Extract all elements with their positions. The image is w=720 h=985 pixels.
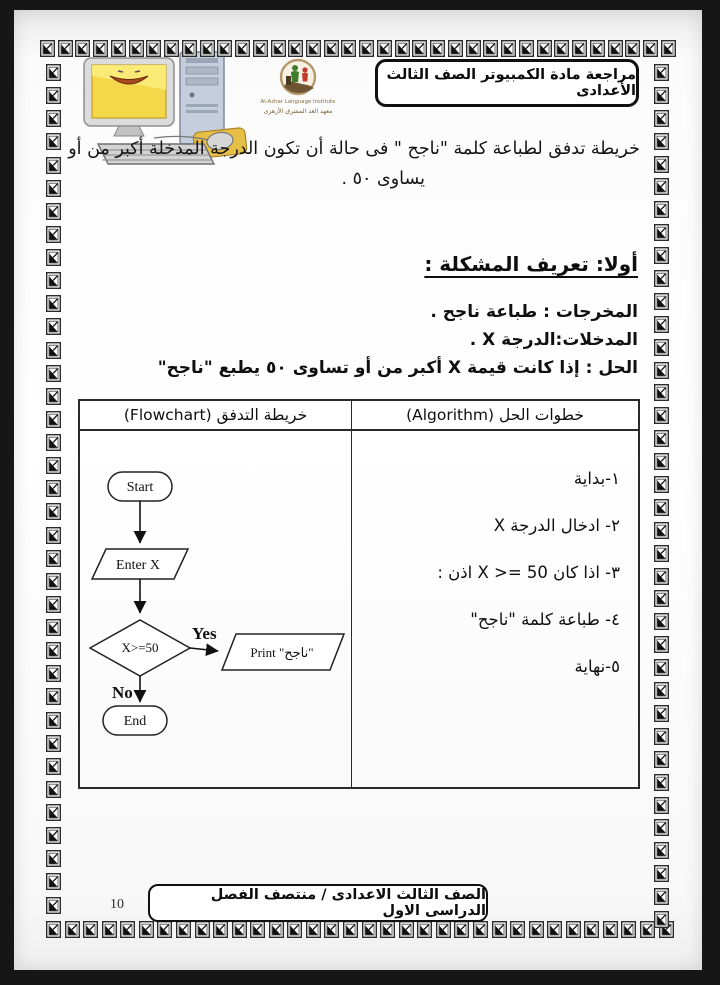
- diagonal-square-icon: [324, 921, 339, 938]
- diagonal-square-icon: [554, 40, 569, 57]
- diagonal-square-icon: [430, 40, 445, 57]
- header-title: مراجعة مادة الكمبيوتر الصف الثالث الأعدادى: [386, 67, 636, 99]
- diagonal-square-icon: [306, 921, 321, 938]
- diagonal-square-icon: [65, 921, 80, 938]
- diagonal-square-icon: [603, 921, 618, 938]
- diagonal-square-icon: [547, 921, 562, 938]
- diagonal-square-icon: [654, 430, 669, 447]
- diagonal-square-icon: [654, 819, 669, 836]
- diagonal-square-icon: [306, 40, 321, 57]
- diagonal-square-icon: [46, 712, 61, 729]
- diagonal-square-icon: [129, 40, 144, 57]
- diagonal-square-icon: [483, 40, 498, 57]
- diagonal-square-icon: [510, 921, 525, 938]
- diagonal-square-icon: [46, 295, 61, 312]
- diagonal-square-icon: [654, 911, 669, 928]
- diagonal-square-icon: [46, 503, 61, 520]
- print-label: Print "ناجح": [250, 645, 314, 660]
- algorithm-step: ٣- اذا كان X >= 50 اذن :: [437, 563, 620, 582]
- diagonal-square-icon: [654, 499, 669, 516]
- intro-paragraph: [70, 134, 640, 194]
- diagonal-square-icon: [654, 728, 669, 745]
- algorithm-step: ٤- طباعة كلمة "ناجح": [470, 610, 620, 629]
- diagonal-square-icon: [46, 87, 61, 104]
- diagonal-square-icon: [492, 921, 507, 938]
- logo-name-en: Al-Azhar Language Institute: [260, 99, 336, 105]
- diagonal-square-icon: [654, 545, 669, 562]
- border-icon-strip-bottom: [46, 921, 674, 938]
- diagonal-square-icon: [654, 705, 669, 722]
- diagonal-square-icon: [46, 434, 61, 451]
- diagonal-square-icon: [217, 40, 232, 57]
- diagonal-square-icon: [661, 40, 676, 57]
- diagonal-square-icon: [46, 365, 61, 382]
- diagonal-square-icon: [271, 40, 286, 57]
- footer-box: [148, 884, 488, 922]
- diagonal-square-icon: [46, 64, 61, 81]
- diagonal-square-icon: [46, 133, 61, 150]
- diagonal-square-icon: [232, 921, 247, 938]
- flowchart-algorithm-table: [78, 399, 640, 789]
- outputs-line: المخرجات : طباعة ناجح .: [430, 302, 638, 322]
- diagonal-square-icon: [654, 407, 669, 424]
- diagonal-square-icon: [341, 40, 356, 57]
- diagonal-square-icon: [584, 921, 599, 938]
- diagonal-square-icon: [466, 40, 481, 57]
- diagonal-square-icon: [46, 342, 61, 359]
- diagonal-square-icon: [654, 774, 669, 791]
- diagonal-square-icon: [46, 110, 61, 127]
- logo-name-ar: معهد الغد المشرق الأزهرى: [263, 108, 333, 115]
- diagonal-square-icon: [176, 921, 191, 938]
- border-icon-strip-right: [654, 64, 670, 928]
- flowchart-column-header: خريطة التدفق (Flowchart): [80, 401, 352, 429]
- footer-text: الصف الثالث الاعدادى / منتصف الفصل الدراسى الاول: [210, 887, 486, 919]
- diagonal-square-icon: [120, 921, 135, 938]
- diagonal-square-icon: [380, 921, 395, 938]
- diagonal-square-icon: [654, 842, 669, 859]
- diagonal-square-icon: [529, 921, 544, 938]
- diagonal-square-icon: [654, 682, 669, 699]
- diagonal-square-icon: [75, 40, 90, 57]
- diagonal-square-icon: [46, 619, 61, 636]
- border-icon-strip-left: [46, 64, 62, 914]
- diagonal-square-icon: [157, 921, 172, 938]
- diagonal-square-icon: [102, 921, 117, 938]
- diagonal-square-icon: [654, 270, 669, 287]
- diagonal-square-icon: [111, 40, 126, 57]
- diagonal-square-icon: [608, 40, 623, 57]
- header-title-box: [375, 59, 639, 107]
- diagonal-square-icon: [250, 921, 265, 938]
- diagonal-square-icon: [654, 522, 669, 539]
- diagonal-square-icon: [164, 40, 179, 57]
- flowchart-diagram: [80, 431, 352, 787]
- diagonal-square-icon: [654, 888, 669, 905]
- diagonal-square-icon: [654, 201, 669, 218]
- diagonal-square-icon: [93, 40, 108, 57]
- algorithm-step: ٥-نهاية: [574, 657, 620, 676]
- diagonal-square-icon: [654, 865, 669, 882]
- diagonal-square-icon: [46, 157, 61, 174]
- diagonal-square-icon: [359, 40, 374, 57]
- diagonal-square-icon: [654, 293, 669, 310]
- diagonal-square-icon: [46, 573, 61, 590]
- border-icon-strip-top: [40, 40, 676, 57]
- inputs-line: المدخلات:الدرجة X .: [469, 330, 638, 350]
- diagonal-square-icon: [590, 40, 605, 57]
- diagonal-square-icon: [46, 226, 61, 243]
- diagonal-square-icon: [288, 40, 303, 57]
- diagonal-square-icon: [213, 921, 228, 938]
- diagonal-square-icon: [46, 596, 61, 613]
- diagonal-square-icon: [654, 224, 669, 241]
- diagonal-square-icon: [654, 590, 669, 607]
- solution-line: الحل : إذا كانت قيمة X أكبر من أو تساوى ٥٠ يطبع "ناجح": [157, 358, 638, 378]
- algorithm-step: ١-بداية: [573, 469, 620, 488]
- diagonal-square-icon: [46, 411, 61, 428]
- diagonal-square-icon: [395, 40, 410, 57]
- diagonal-square-icon: [40, 40, 55, 57]
- diagonal-square-icon: [195, 921, 210, 938]
- diagonal-square-icon: [46, 827, 61, 844]
- diagonal-square-icon: [654, 659, 669, 676]
- diagonal-square-icon: [46, 388, 61, 405]
- diagonal-square-icon: [654, 453, 669, 470]
- diagonal-square-icon: [46, 318, 61, 335]
- end-label: End: [123, 714, 147, 729]
- diagonal-square-icon: [377, 40, 392, 57]
- diagonal-square-icon: [654, 339, 669, 356]
- diagonal-square-icon: [654, 316, 669, 333]
- diagonal-square-icon: [654, 568, 669, 585]
- diagonal-square-icon: [519, 40, 534, 57]
- diagonal-square-icon: [58, 40, 73, 57]
- diagonal-square-icon: [654, 64, 669, 81]
- diagonal-square-icon: [643, 40, 658, 57]
- diagonal-square-icon: [501, 40, 516, 57]
- diagonal-square-icon: [46, 804, 61, 821]
- diagonal-square-icon: [46, 850, 61, 867]
- diagonal-square-icon: [436, 921, 451, 938]
- diagonal-square-icon: [139, 921, 154, 938]
- diagonal-square-icon: [654, 613, 669, 630]
- diagonal-square-icon: [46, 180, 61, 197]
- diagonal-square-icon: [473, 921, 488, 938]
- diagonal-square-icon: [654, 476, 669, 493]
- intro-line-2: يساوى ٥٠ .: [341, 169, 425, 189]
- diagonal-square-icon: [621, 921, 636, 938]
- algorithm-step: ٢- ادخال الدرجة X: [493, 516, 620, 535]
- diagonal-square-icon: [412, 40, 427, 57]
- section-heading: أولا: تعريف المشكلة :: [424, 252, 638, 276]
- diagonal-square-icon: [537, 40, 552, 57]
- flowchart-cell: [80, 431, 352, 787]
- diagonal-square-icon: [654, 133, 669, 150]
- diagonal-square-icon: [46, 457, 61, 474]
- table-body-row: [80, 431, 638, 787]
- diagonal-square-icon: [654, 636, 669, 653]
- diagonal-square-icon: [46, 272, 61, 289]
- diagonal-square-icon: [343, 921, 358, 938]
- diagonal-square-icon: [566, 921, 581, 938]
- diagonal-square-icon: [399, 921, 414, 938]
- diagonal-square-icon: [46, 758, 61, 775]
- start-label: Start: [126, 480, 154, 495]
- diagonal-square-icon: [46, 550, 61, 567]
- diagonal-square-icon: [46, 921, 61, 938]
- input-label: Enter X: [116, 558, 160, 573]
- institute-logo: [250, 56, 346, 120]
- diagonal-square-icon: [654, 178, 669, 195]
- diagonal-square-icon: [46, 527, 61, 544]
- diagonal-square-icon: [182, 40, 197, 57]
- yes-label: Yes: [192, 624, 217, 643]
- diagonal-square-icon: [654, 247, 669, 264]
- diagonal-square-icon: [454, 921, 469, 938]
- diagonal-square-icon: [146, 40, 161, 57]
- algorithm-cell: [352, 431, 638, 787]
- diagonal-square-icon: [362, 921, 377, 938]
- diagonal-square-icon: [46, 873, 61, 890]
- diagonal-square-icon: [253, 40, 268, 57]
- diagonal-square-icon: [83, 921, 98, 938]
- diagonal-square-icon: [654, 384, 669, 401]
- diagonal-square-icon: [654, 87, 669, 104]
- page-number: 10: [110, 897, 124, 912]
- diagonal-square-icon: [417, 921, 432, 938]
- diagonal-square-icon: [46, 665, 61, 682]
- diagonal-square-icon: [572, 40, 587, 57]
- diagonal-square-icon: [654, 797, 669, 814]
- diagonal-square-icon: [654, 110, 669, 127]
- algorithm-column-header: خطوات الحل (Algorithm): [406, 406, 584, 424]
- diagonal-square-icon: [654, 751, 669, 768]
- diagonal-square-icon: [200, 40, 215, 57]
- diagonal-square-icon: [46, 897, 61, 914]
- diagonal-square-icon: [46, 781, 61, 798]
- diagonal-square-icon: [324, 40, 339, 57]
- diagonal-square-icon: [235, 40, 250, 57]
- diagonal-square-icon: [640, 921, 655, 938]
- no-label: No: [112, 683, 133, 702]
- intro-line-1: خريطة تدفق لطباعة كلمة "ناجح " فى حالة أن تكون الدرجة المدخلة أكبر من أو: [68, 139, 640, 159]
- diagonal-square-icon: [269, 921, 284, 938]
- diagonal-square-icon: [287, 921, 302, 938]
- diagonal-square-icon: [46, 642, 61, 659]
- diagonal-square-icon: [46, 480, 61, 497]
- problem-definition-block: [158, 298, 638, 382]
- table-header-row: [80, 401, 638, 431]
- diagonal-square-icon: [46, 203, 61, 220]
- diagonal-square-icon: [46, 249, 61, 266]
- diagonal-square-icon: [46, 735, 61, 752]
- diagonal-square-icon: [448, 40, 463, 57]
- diagonal-square-icon: [46, 688, 61, 705]
- diagonal-square-icon: [625, 40, 640, 57]
- decision-label: X>=50: [121, 640, 159, 655]
- diagonal-square-icon: [654, 362, 669, 379]
- diagonal-square-icon: [654, 156, 669, 173]
